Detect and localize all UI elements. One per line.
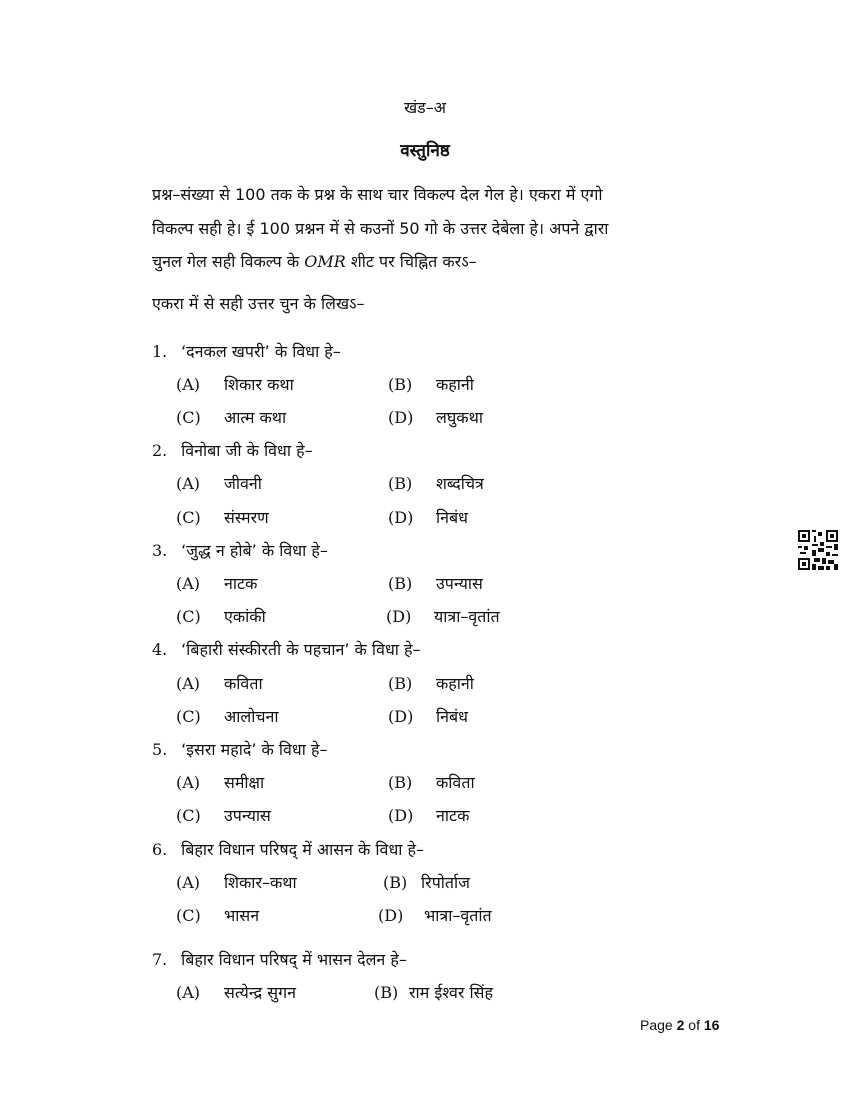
option-text: नाटक bbox=[436, 806, 470, 825]
question-number: 1. bbox=[152, 342, 168, 361]
question-number: 2. bbox=[152, 441, 168, 460]
page-footer bbox=[640, 1017, 719, 1033]
option-a[interactable] bbox=[176, 981, 296, 1003]
intro-line-2: विकल्प सही हे। ई 100 प्रश्नन में से कउनों 50 गो के उत्तर देबेला हे। अपने द्वारा bbox=[152, 218, 609, 238]
question-3 bbox=[152, 539, 328, 561]
question-text: ‘दनकल खपरी’ के विधा हे– bbox=[181, 342, 341, 361]
intro-line-3 bbox=[152, 245, 727, 279]
page-total: 16 bbox=[703, 1017, 720, 1033]
page-label: Page bbox=[640, 1017, 673, 1033]
question-text: विनोबा जी के विधा हे– bbox=[181, 441, 313, 460]
question-number: 6. bbox=[152, 840, 168, 859]
option-letter: (C) bbox=[176, 707, 201, 726]
question-4 bbox=[152, 638, 421, 660]
option-c[interactable] bbox=[176, 605, 266, 627]
option-text: शिकार कथा bbox=[224, 375, 294, 394]
intro-line-3-pre: चुनल गेल सही विकल्प के bbox=[152, 252, 300, 271]
option-letter: (C) bbox=[176, 607, 201, 626]
option-d[interactable] bbox=[388, 506, 468, 528]
question-1 bbox=[152, 340, 341, 362]
option-letter: (D) bbox=[388, 508, 414, 527]
question-text: ‘जुद्ध न होबे’ के विधा हे– bbox=[181, 541, 328, 560]
option-letter: (A) bbox=[176, 983, 201, 1002]
option-c[interactable] bbox=[176, 506, 269, 528]
option-text: यात्रा–वृतांत bbox=[434, 607, 500, 626]
question-text: ‘बिहारी संस्कीरती के पहचान’ के विधा हे– bbox=[181, 640, 421, 659]
option-letter: (C) bbox=[176, 906, 201, 925]
option-d[interactable] bbox=[388, 804, 469, 826]
option-text: सत्येन्द्र सुगन bbox=[224, 983, 296, 1002]
option-letter: (B) bbox=[383, 873, 408, 892]
question-number: 7. bbox=[152, 950, 168, 969]
question-5 bbox=[152, 738, 327, 760]
qr-code-icon bbox=[798, 530, 838, 570]
option-c[interactable] bbox=[176, 904, 259, 926]
option-a[interactable] bbox=[176, 472, 262, 494]
option-letter: (B) bbox=[388, 674, 413, 693]
option-letter: (C) bbox=[176, 508, 201, 527]
instruction-text: एकरा में से सही उत्तर चुन के लिखऽ– bbox=[152, 294, 365, 313]
option-b[interactable] bbox=[388, 472, 484, 494]
option-text: कहानी bbox=[436, 674, 474, 693]
option-c[interactable] bbox=[176, 804, 271, 826]
option-letter: (D) bbox=[388, 806, 414, 825]
question-7 bbox=[152, 948, 407, 970]
option-letter: (D) bbox=[378, 906, 404, 925]
option-text: भात्रा–वृतांत bbox=[424, 906, 492, 925]
option-text: निबंध bbox=[436, 508, 469, 527]
question-number: 4. bbox=[152, 640, 168, 659]
option-letter: (A) bbox=[176, 773, 201, 792]
option-b[interactable] bbox=[388, 373, 474, 395]
option-text: नाटक bbox=[224, 574, 258, 593]
option-letter: (D) bbox=[388, 408, 414, 427]
option-text: कविता bbox=[436, 773, 475, 792]
option-text: रिपोर्ताज bbox=[421, 873, 471, 892]
question-text: ‘इसरा महादे’ के विधा हे– bbox=[181, 740, 328, 759]
intro-line-3-post: शीट पर चिह्नित करऽ– bbox=[350, 252, 477, 271]
option-text: निबंध bbox=[436, 707, 469, 726]
section-heading: खंड–अ bbox=[404, 98, 446, 117]
intro-paragraph bbox=[152, 178, 727, 279]
option-text: कविता bbox=[224, 674, 263, 693]
page-of: of bbox=[688, 1017, 700, 1033]
option-a[interactable] bbox=[176, 572, 257, 594]
option-letter: (B) bbox=[388, 375, 413, 394]
option-letter: (B) bbox=[388, 474, 413, 493]
omr-text: OMR bbox=[304, 252, 346, 271]
question-number: 5. bbox=[152, 740, 168, 759]
option-c[interactable] bbox=[176, 406, 286, 428]
option-text: उपन्यास bbox=[436, 574, 483, 593]
option-b[interactable] bbox=[388, 771, 475, 793]
option-c[interactable] bbox=[176, 705, 279, 727]
option-d[interactable] bbox=[386, 605, 500, 627]
option-letter: (B) bbox=[374, 983, 399, 1002]
option-text: समीक्षा bbox=[224, 773, 265, 792]
option-letter: (A) bbox=[176, 574, 201, 593]
option-text: लघुकथा bbox=[436, 408, 483, 427]
option-letter: (A) bbox=[176, 674, 201, 693]
option-text: कहानी bbox=[436, 375, 474, 394]
option-text: एकांकी bbox=[224, 607, 266, 626]
option-letter: (C) bbox=[176, 806, 201, 825]
option-text: राम ईश्वर सिंह bbox=[409, 983, 493, 1002]
option-letter: (D) bbox=[388, 707, 414, 726]
option-text: उपन्यास bbox=[224, 806, 271, 825]
option-a[interactable] bbox=[176, 373, 294, 395]
option-d[interactable] bbox=[388, 705, 468, 727]
option-text: संस्मरण bbox=[224, 508, 269, 527]
option-text: आलोचना bbox=[224, 707, 279, 726]
option-a[interactable] bbox=[176, 871, 297, 893]
option-text: आत्म कथा bbox=[224, 408, 287, 427]
section-subtitle: वस्तुनिष्ठ bbox=[400, 141, 450, 161]
option-text: भासन bbox=[224, 906, 260, 925]
option-letter: (A) bbox=[176, 474, 201, 493]
question-text: बिहार विधान परिषद् में आसन के विधा हे– bbox=[181, 840, 425, 859]
option-letter: (A) bbox=[176, 375, 201, 394]
option-a[interactable] bbox=[176, 771, 264, 793]
option-letter: (C) bbox=[176, 408, 201, 427]
option-d[interactable] bbox=[378, 904, 492, 926]
option-b[interactable] bbox=[383, 871, 470, 893]
question-2 bbox=[152, 439, 313, 461]
option-letter: (B) bbox=[388, 773, 413, 792]
option-letter: (D) bbox=[386, 607, 412, 626]
option-a[interactable] bbox=[176, 672, 263, 694]
option-text: जीवनी bbox=[224, 474, 262, 493]
option-b[interactable] bbox=[388, 572, 483, 594]
option-text: शब्दचित्र bbox=[436, 474, 484, 493]
question-6 bbox=[152, 838, 424, 860]
question-number: 3. bbox=[152, 541, 168, 560]
option-d[interactable] bbox=[388, 406, 483, 428]
page-current: 2 bbox=[676, 1017, 685, 1033]
question-text: बिहार विधान परिषद् में भासन देलन हे– bbox=[181, 950, 407, 969]
option-b[interactable] bbox=[388, 672, 474, 694]
option-letter: (A) bbox=[176, 873, 201, 892]
option-b[interactable] bbox=[374, 981, 493, 1003]
intro-line-1: प्रश्न–संख्या से 100 तक के प्रश्न के साथ चार विकल्प देल गेल हे। एकरा में एगो bbox=[152, 185, 603, 204]
option-text: शिकार–कथा bbox=[224, 873, 297, 892]
option-letter: (B) bbox=[388, 574, 413, 593]
